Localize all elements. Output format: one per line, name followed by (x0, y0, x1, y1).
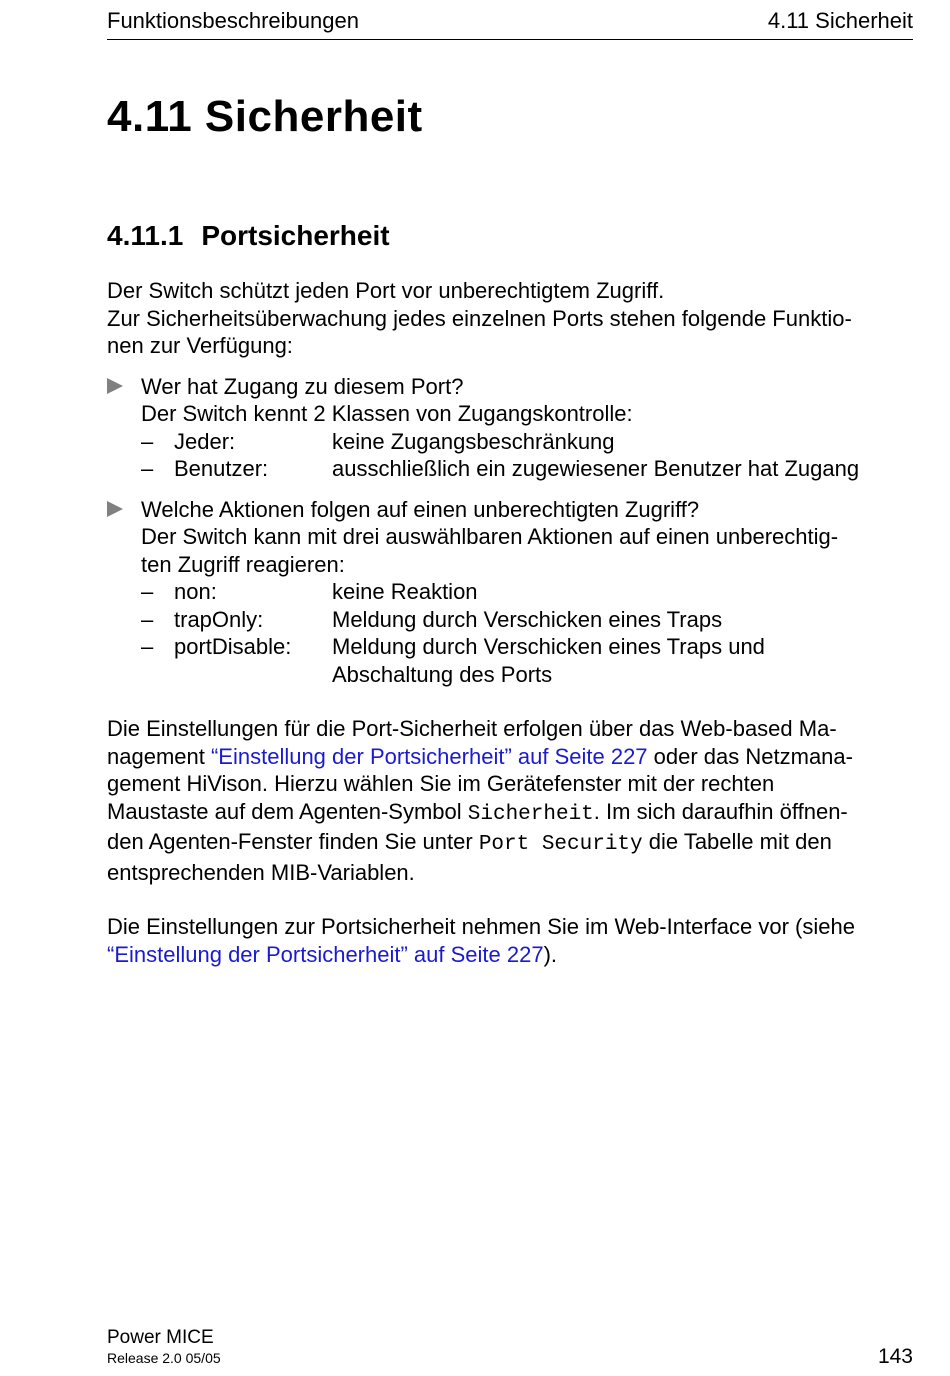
dash-icon: – (141, 606, 154, 632)
triangle-bullet-icon (107, 378, 123, 394)
text-span: oder das Netzmana- (647, 743, 853, 769)
dash-icon: – (141, 634, 154, 659)
header-section-name: 4.11 Sicherheit (767, 8, 913, 33)
bullet-text: ten Zugriff reagieren: (141, 551, 345, 577)
dash-icon: – (141, 579, 154, 604)
dash-item (141, 633, 913, 688)
paragraph-line: Die Einstellungen zur Portsicherheit nehmen Sie im Web-Interface vor (siehe (107, 914, 855, 939)
text-span: die Tabelle mit den (642, 829, 832, 854)
text-span: Maustaste auf dem Agenten-Symbol (107, 798, 468, 824)
intro-line: Zur Sicherheitsüberwachung jedes einzelnen Ports stehen folgende Funktio- (107, 305, 852, 331)
code-agent-symbol: Sicherheit (467, 802, 594, 826)
dash-icon: – (141, 428, 154, 454)
text-span: . Im sich daraufhin öffnen- (593, 798, 848, 824)
chapter-title: 4.11 Sicherheit (107, 92, 423, 141)
triangle-bullet-icon (107, 501, 123, 517)
dash-item-desc: keine Reaktion (332, 579, 478, 604)
dash-item-desc-line: Abschaltung des Ports (332, 661, 553, 687)
dash-item-desc (332, 633, 912, 688)
paragraph-line: Die Einstellungen für die Port-Sicherheit erfolgen über das Web-based Ma- (107, 716, 837, 741)
page-header (107, 6, 913, 40)
text-span: den Agenten-Fenster finden Sie unter (107, 829, 479, 854)
paragraph-line: entsprechenden MIB-Variablen. (107, 859, 415, 885)
cross-reference-link[interactable]: “Einstellung der Portsicherheit” auf Seite 227 (210, 743, 648, 769)
dash-item-desc: ausschließlich ein zugewiesener Benutzer hat Zugang (332, 456, 860, 481)
bullet-question: Welche Aktionen folgen auf einen unberechtigten Zugriff? (141, 496, 700, 522)
dash-item-desc-line: Meldung durch Verschicken eines Traps und (332, 634, 765, 659)
bullet-actions (107, 496, 913, 689)
dash-item-term: trapOnly: (174, 606, 264, 632)
intro-line: Der Switch schützt jeden Port vor unberechtigtem Zugriff. (107, 278, 665, 303)
page-number: 143 (877, 1345, 913, 1368)
paragraph-line (107, 828, 913, 859)
dash-icon: – (141, 456, 154, 481)
dash-item-desc: Meldung durch Verschicken eines Traps (332, 606, 723, 632)
bullet-text: Der Switch kann mit drei auswählbaren Aktionen auf einen unberechtig- (141, 524, 839, 549)
page-body (107, 277, 913, 968)
header-chapter-name: Funktionsbeschreibungen (107, 8, 359, 33)
footer-release: Release 2.0 05/05 (107, 1350, 221, 1366)
bullet-question: Wer hat Zugang zu diesem Port? (141, 373, 464, 399)
cross-reference-link[interactable]: “Einstellung der Portsicherheit” auf Seite 227 (107, 941, 544, 967)
paragraph-line: gement HiVison. Hierzu wählen Sie im Gerätefenster mit der rechten (107, 771, 775, 796)
dash-item (141, 578, 913, 606)
dash-item-term: Jeder: (174, 428, 236, 454)
paragraph-line (107, 743, 913, 771)
section-number: 4.11.1 (107, 220, 184, 251)
section-heading (107, 220, 390, 252)
dash-item (141, 455, 913, 483)
bullet-access (107, 373, 913, 483)
intro-paragraph (107, 277, 913, 360)
dash-item-term: non: (174, 579, 217, 604)
bullet-text: Der Switch kennt 2 Klassen von Zugangskontrolle: (141, 401, 633, 426)
text-span: ). (543, 941, 558, 967)
section-title: Portsicherheit (201, 220, 390, 251)
dash-item (141, 606, 913, 634)
dash-item-desc: keine Zugangsbeschränkung (332, 428, 615, 454)
footer-product-name: Power MICE (107, 1327, 214, 1348)
paragraph-line (107, 798, 913, 829)
dash-item (141, 428, 913, 456)
code-port-security: Port Security (478, 833, 643, 856)
page-footer (107, 1327, 221, 1367)
dash-item-term: portDisable: (174, 634, 292, 659)
settings-paragraph (107, 715, 913, 886)
dash-item-term: Benutzer: (174, 456, 269, 481)
paragraph-line (107, 941, 913, 969)
web-interface-paragraph (107, 913, 913, 968)
intro-line: nen zur Verfügung: (107, 333, 293, 358)
text-span: nagement (107, 743, 211, 769)
